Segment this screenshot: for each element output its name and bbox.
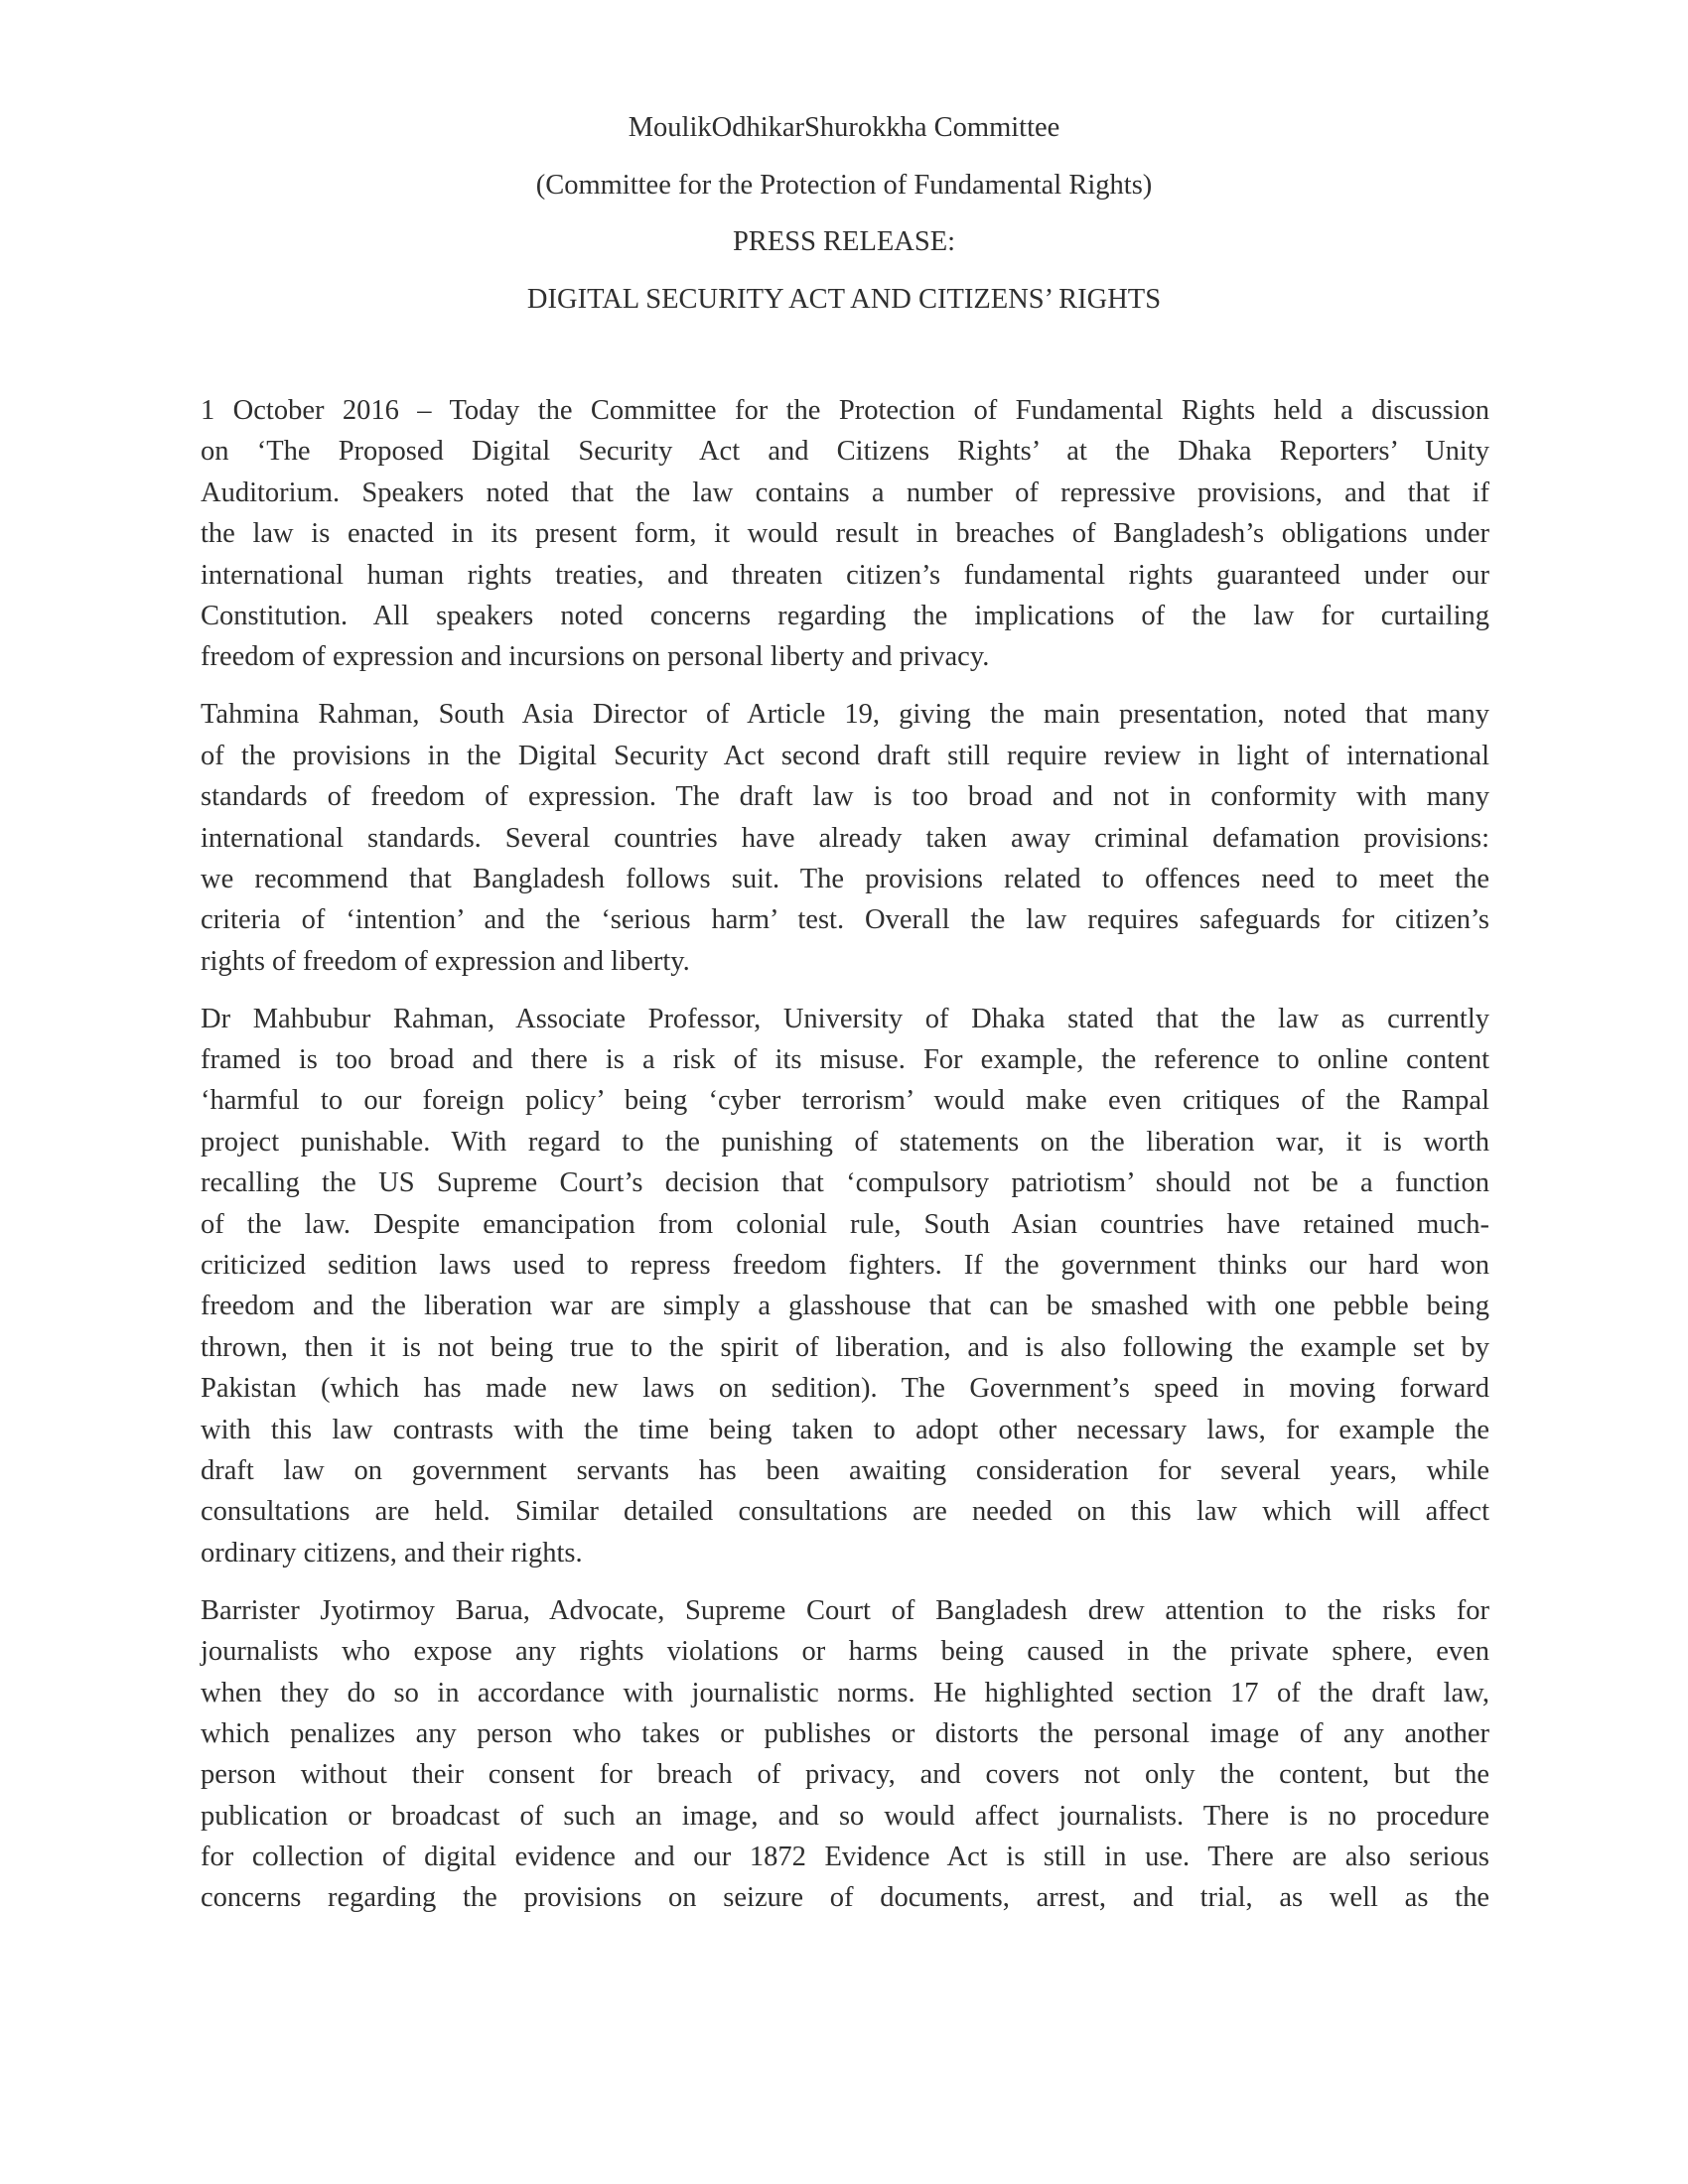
text-line: consultations are held. Similar detailed consultations are needed on this law which will affect: [201, 1496, 1489, 1528]
text-line: ordinary citizens, and their rights.: [201, 1537, 583, 1569]
text-line: of the provisions in the Digital Security Act second draft still require review in light of international: [201, 740, 1489, 771]
document-type: PRESS RELEASE:: [732, 226, 956, 257]
text-line: international human rights treaties, and threaten citizen’s fundamental rights guaranteed under our: [201, 559, 1489, 591]
text-line: the law is enacted in its present form, it would result in breaches of Bangladesh’s obligations under: [201, 518, 1489, 550]
text-line: Pakistan (which has made new laws on sedition). The Government’s speed in moving forward: [201, 1373, 1489, 1405]
document-title: DIGITAL SECURITY ACT AND CITIZENS’ RIGHTS: [526, 283, 1162, 315]
text-line: Auditorium. Speakers noted that the law contains a number of repressive provisions, and that if: [201, 477, 1489, 508]
paragraph-mahbubur-rahman: [201, 999, 1489, 1573]
text-line: criticized sedition laws used to repress freedom fighters. If the government thinks our hard won: [201, 1250, 1489, 1281]
text-line: publication or broadcast of such an image, and so would affect journalists. There is no procedure: [201, 1800, 1489, 1832]
text-line: standards of freedom of expression. The draft law is too broad and not in conformity with many: [201, 781, 1489, 813]
text-line: with this law contrasts with the time being taken to adopt other necessary laws, for example the: [201, 1414, 1489, 1445]
text-line: Barrister Jyotirmoy Barua, Advocate, Supreme Court of Bangladesh drew attention to the risks for: [201, 1594, 1489, 1626]
text-line: when they do so in accordance with journalistic norms. He highlighted section 17 of the draft law,: [201, 1677, 1489, 1708]
text-line: rights of freedom of expression and liberty.: [201, 945, 690, 977]
text-line: ‘harmful to our foreign policy’ being ‘cyber terrorism’ would make even critiques of the Rampal: [201, 1085, 1489, 1117]
paragraph-tahmina-rahman: [201, 694, 1489, 982]
text-line: person without their consent for breach of privacy, and covers not only the content, but the: [201, 1759, 1489, 1791]
text-line: recalling the US Supreme Court’s decision that ‘compulsory patriotism’ should not be a function: [201, 1167, 1489, 1199]
text-line: freedom and the liberation war are simply a glasshouse that can be smashed with one pebble being: [201, 1291, 1489, 1322]
text-line: on ‘The Proposed Digital Security Act and Citizens Rights’ at the Dhaka Reporters’ Unity: [201, 436, 1489, 468]
text-line: for collection of digital evidence and our 1872 Evidence Act is still in use. There are also serious: [201, 1842, 1489, 1873]
press-release-header: [0, 99, 1688, 328]
text-line: criteria of ‘intention’ and the ‘serious harm’ test. Overall the law requires safeguards for citizen’s: [201, 904, 1489, 936]
text-line: draft law on government servants has been awaiting consideration for several years, while: [201, 1454, 1489, 1486]
text-line: 1 October 2016 – Today the Committee for the Protection of Fundamental Rights held a discussion: [201, 395, 1489, 426]
text-line: Constitution. All speakers noted concerns regarding the implications of the law for curtailing: [201, 600, 1489, 631]
organization-name: MoulikOdhikarShurokkha Committee: [628, 112, 1060, 143]
paragraph-jyotirmoy-barua: [201, 1590, 1489, 1919]
text-line: freedom of expression and incursions on personal liberty and privacy.: [201, 641, 990, 673]
text-line: thrown, then it is not being true to the spirit of liberation, and is also following the example set by: [201, 1331, 1489, 1363]
text-line: concerns regarding the provisions on seizure of documents, arrest, and trial, as well as the: [201, 1882, 1489, 1914]
text-line: Dr Mahbubur Rahman, Associate Professor, University of Dhaka stated that the law as currently: [201, 1003, 1489, 1034]
text-line: which penalizes any person who takes or publishes or distorts the personal image of any another: [201, 1717, 1489, 1749]
organization-translation: (Committee for the Protection of Fundamental Rights): [535, 169, 1153, 201]
text-line: journalists who expose any rights violations or harms being caused in the private sphere, even: [201, 1636, 1489, 1668]
text-line: international standards. Several countries have already taken away criminal defamation provisions:: [201, 822, 1489, 854]
press-release-body: [201, 390, 1489, 1935]
text-line: Tahmina Rahman, South Asia Director of Article 19, giving the main presentation, noted that many: [201, 699, 1489, 731]
text-line: we recommend that Bangladesh follows suit. The provisions related to offences need to meet the: [201, 863, 1489, 894]
text-line: of the law. Despite emancipation from colonial rule, South Asian countries have retained much-: [201, 1208, 1489, 1240]
paragraph-intro: [201, 390, 1489, 678]
text-line: framed is too broad and there is a risk of its misuse. For example, the reference to online content: [201, 1044, 1489, 1076]
text-line: project punishable. With regard to the punishing of statements on the liberation war, it is worth: [201, 1126, 1489, 1158]
